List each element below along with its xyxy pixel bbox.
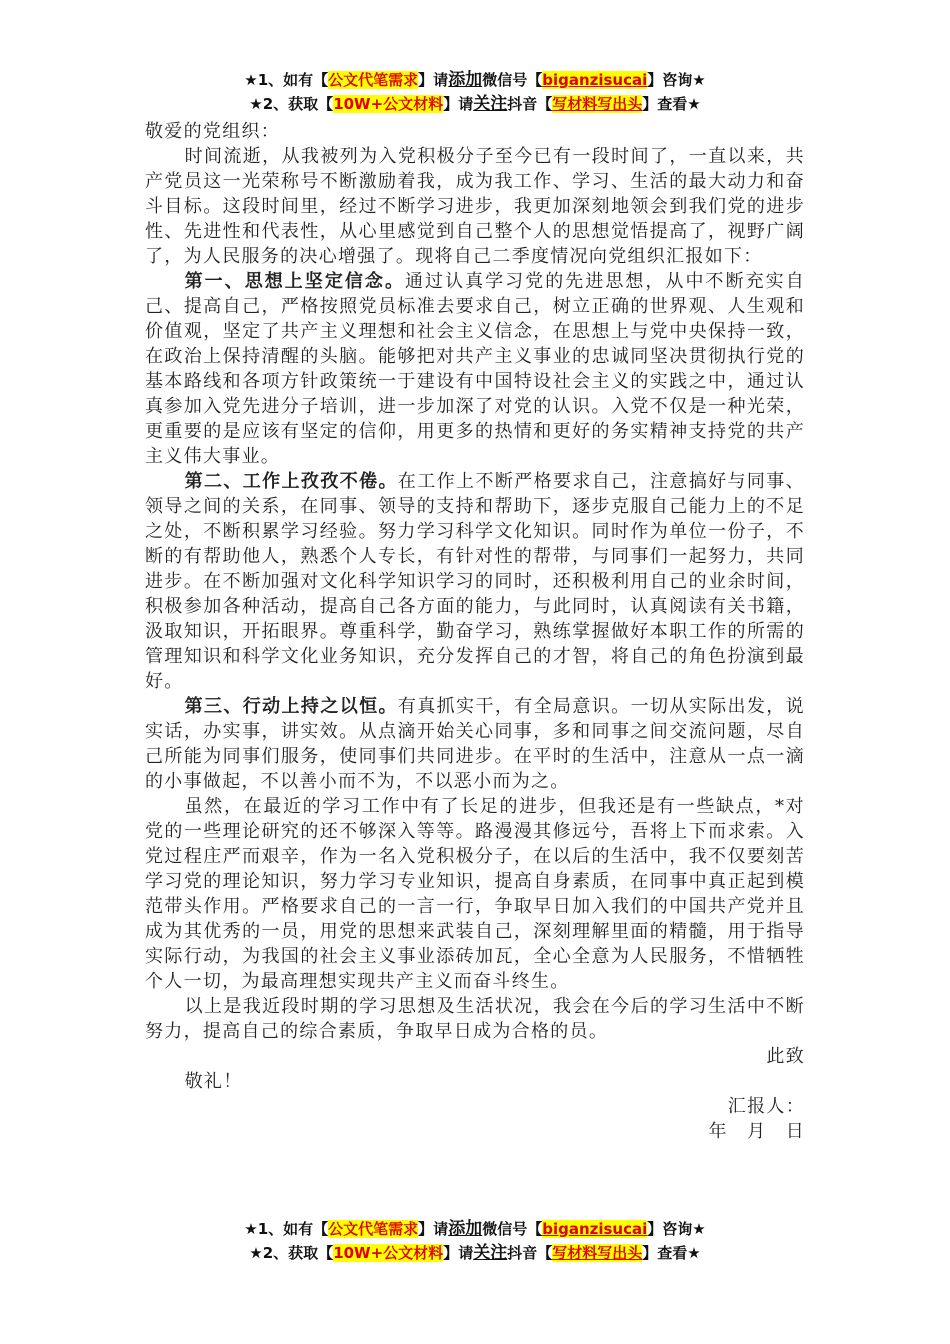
section-paragraph: 第一、思想上坚定信念。通过认真学习党的先进思想，从中不断充实自己、提高自己，严格按照党员标准去要求自己，树立正确的世界观、人生观和价值观，坚定了共产主义理想和社会主义信念，在思想上与党中央保持一致，在政治上保持清醒的头脑。能够把对共产主义事业的忠诚同坚决贯彻执行党的基本路线和各项方针政策统一于建设有中国特设社会主义的实践之中，通过认真参加入党先进分子培训，进一步加深了对党的认识。入党不仅是一种光荣，更重要的是应该有坚定的信仰，用更多的热情和更好的务实精神支持党的共产主义伟大事业。 [145, 271, 805, 467]
douyin-id: 写材料写出头 [552, 95, 643, 113]
conclusion-paragraph: 以上是我近段时期的学习思想及生活状况，我会在今后的学习生活中不断努力，提高自己的综合素质，争取早日成为合格的员。 [145, 996, 805, 1042]
closing-1: 此致 [766, 1046, 805, 1067]
reporter-label: 汇报人： [727, 1096, 805, 1117]
wechat-id: biganzisucai [542, 71, 648, 89]
closing-2: 敬礼！ [184, 1071, 243, 1092]
banner-line-2: ★2、获取【10W+公文材料】请关注抖音【写材料写出头】查看★ [249, 94, 701, 114]
banner-line-1: ★1、如有【公文代笔需求】请添加微信号【biganzisucai】咨询★ [244, 70, 706, 90]
letter-body [145, 119, 805, 1144]
section-paragraph: 第三、行动上持之以恒。有真抓实干，有全局意识。一切从实际出发，说实话，办实事，讲实效。从点滴开始关心同事，多和同事之间交流问题，尽自己所能为同事们服务，使同事们共同进步。在平时的生活中，注意从一点一滴的小事做起，不以善小而不为，不以恶小而为之。 [145, 696, 805, 792]
section-heading: 第三、行动上持之以恒。 [184, 696, 398, 717]
banner-line-1: ★1、如有【公文代笔需求】请添加微信号【biganzisucai】咨询★ [244, 1219, 706, 1239]
section-paragraph: 第二、工作上孜孜不倦。在工作上不断严格要求自己，注意搞好与同事、领导之间的关系，在同事、领导的支持和帮助下，逐步克服自己能力上的不足之处，不断积累学习经验。努力学习科学文化知识。同时作为单位一份子，不断的有帮助他人，熟悉个人专长，有针对性的帮带，与同事们一起努力，共同进步。在不断加强对文化科学知识学习的同时，还积极利用自己的业余时间，积极参加各种活动，提高自己各方面的能力，与此同时，认真阅读有关书籍，汲取知识，开拓眼界。尊重科学，勤奋学习，熟练掌握做好本职工作的所需的管理知识和科学文化业务知识，充分发挥自己的才智，将自己的角色扮演到最好。 [145, 471, 805, 692]
section-heading: 第二、工作上孜孜不倦。 [184, 471, 398, 492]
intro-paragraph: 时间流逝，从我被列为入党积极分子至今已有一段时间了，一直以来，共产党员这一光荣称号不断激励着我，成为我工作、学习、生活的最大动力和奋斗目标。这段时间里，经过不断学习进步，我更加深刻地领会到我们党的进步性、先进性和代表性，从心里感觉到自己整个人的思想觉悟提高了，视野广阔了，为人民服务的决心增强了。现将自己二季度情况向党组织汇报如下： [145, 146, 805, 267]
top-banner [0, 68, 950, 116]
salutation: 敬爱的党组织： [145, 121, 281, 142]
shortcomings-paragraph: 虽然，在最近的学习工作中有了长足的进步，但我还是有一些缺点，*对党的一些理论研究的还不够深入等等。路漫漫其修远兮，吾将上下而求索。入党过程庄严而艰辛，作为一名入党积极分子，在以后的生活中，我不仅要刻苦学习党的理论知识，努力学习专业知识，提高自身素质，在同事中真正起到模范带头作用。严格要求自己的一言一行，争取早日加入我们的中国共产党并且成为其优秀的一员，用党的思想来武装自己，深刻理解里面的精髓，用于指导实际行动，为我国的社会主义事业添砖加瓦，全心全意为人民服务，不惜牺牲个人一切，为最高理想实现共产主义而奋斗终生。 [145, 796, 805, 992]
bottom-banner [0, 1217, 950, 1265]
date-line: 年 月 日 [708, 1121, 805, 1142]
section-heading: 第一、思想上坚定信念。 [184, 271, 405, 292]
highlight-service: 公文代笔需求 [328, 71, 419, 89]
banner-line-2: ★2、获取【10W+公文材料】请关注抖音【写材料写出头】查看★ [249, 1243, 701, 1263]
